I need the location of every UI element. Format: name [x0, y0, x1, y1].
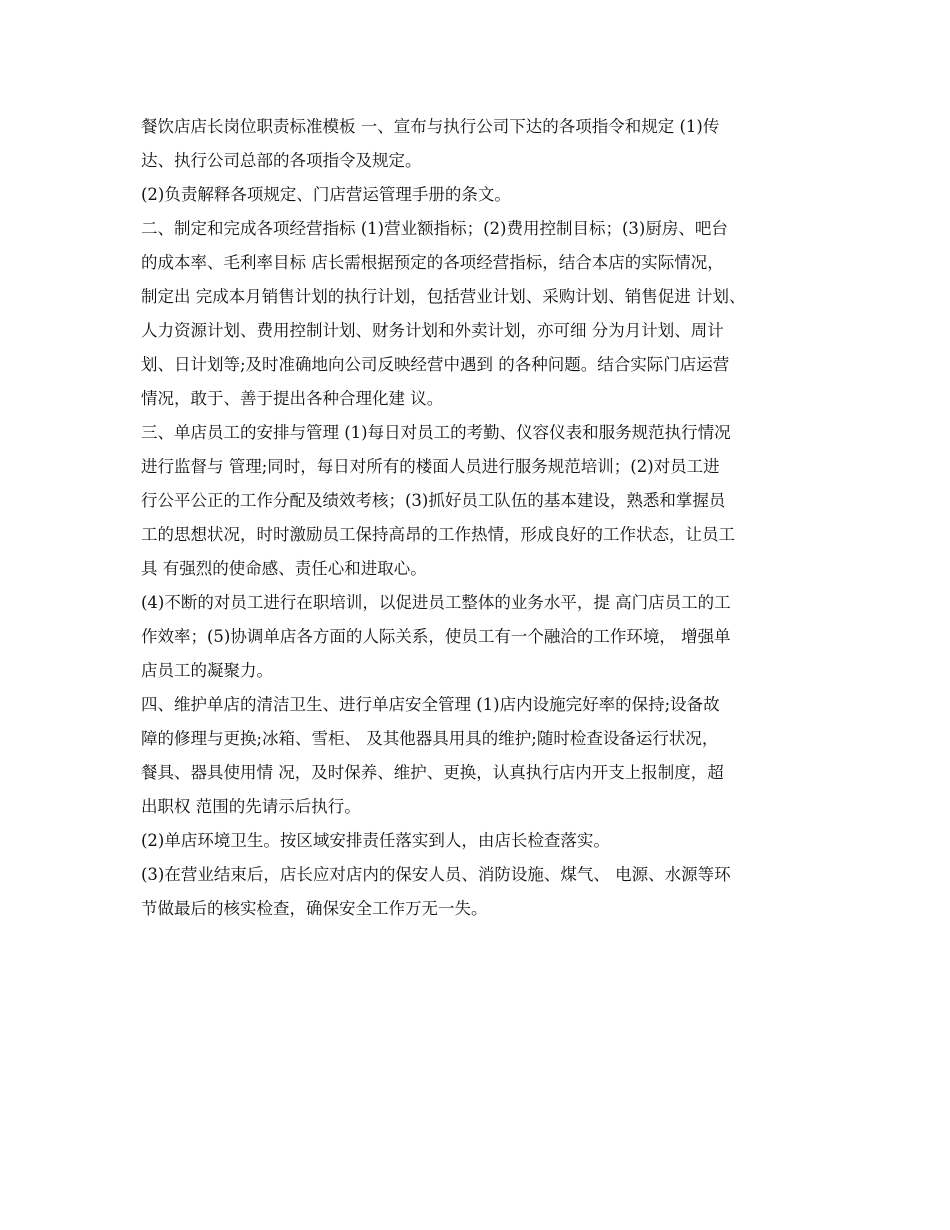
text-line-5: 的成本率、毛利率目标 店长需根据预定的各项经营指标，结合本店的实际情况， [141, 253, 724, 272]
text-line-3: (2)负责解释各项规定、门店营运管理手册的条文。 [141, 185, 511, 204]
text-line-12: 行公平公正的工作分配及绩效考核；(3)抓好员工队伍的基本建设，熟悉和掌握员 [141, 491, 726, 510]
text-line-6: 制定出 完成本月销售计划的执行计划，包括营业计划、采购计划、销售促进 计划、 [141, 287, 746, 306]
text-line-18: 四、维护单店的清洁卫生、进行单店安全管理 (1)店内设施完好率的保持;设备故 [141, 695, 720, 714]
text-line-13: 工的思想状况，时时激励员工保持高昂的工作热情，形成良好的工作状态，让员工 [141, 525, 735, 544]
text-line-20: 餐具、器具使用情 况，及时保养、维护、更换，认真执行店内开支上报制度，超 [141, 763, 724, 782]
text-line-11: 进行监督与 管理;同时，每日对所有的楼面人员进行服务规范培训；(2)对员工进 [141, 457, 720, 476]
text-line-23: (3)在营业结束后，店长应对店内的保安人员、消防设施、煤气、 电源、水源等环 [141, 865, 731, 884]
text-line-19: 障的修理与更换;冰箱、雪柜、 及其他器具用具的维护;随时检查设备运行状况， [141, 729, 719, 748]
text-line-7: 人力资源计划、费用控制计划、财务计划和外卖计划，亦可细 分为月计划、周计 [141, 321, 724, 340]
text-line-22: (2)单店环境卫生。按区域安排责任落实到人，由店长检查落实。 [141, 831, 610, 850]
text-line-10: 三、单店员工的安排与管理 (1)每日对员工的考勤、仪容仪表和服务规范执行情况 [141, 423, 731, 442]
text-line-16: 作效率；(5)协调单店各方面的人际关系，使员工有一个融洽的工作环境， 增强单 [141, 627, 731, 646]
text-line-4: 二、制定和完成各项经营指标 (1)营业额指标；(2)费用控制目标；(3)厨房、吧台 [141, 219, 728, 238]
text-line-17: 店员工的凝聚力。 [141, 661, 273, 680]
text-line-1: 餐饮店店长岗位职责标准模板 一、宣布与执行公司下达的各项指令和规定 (1)传 [141, 117, 720, 136]
document-body [141, 110, 831, 926]
text-line-21: 出职权 范围的先请示后执行。 [141, 797, 361, 816]
text-line-2: 达、执行公司总部的各项指令及规定。 [141, 151, 422, 170]
text-line-14: 具 有强烈的使命感、责任心和进取心。 [141, 559, 427, 578]
text-line-9: 情况，敢于、善于提出各种合理化建 议。 [141, 389, 444, 408]
text-line-15: (4)不断的对员工进行在职培训，以促进员工整体的业务水平，提 高门店员工的工 [141, 593, 731, 612]
text-line-8: 划、日计划等;及时准确地向公司反映经营中遇到 的各种问题。结合实际门店运营 [141, 355, 730, 374]
text-line-24: 节做最后的核实检查，确保安全工作万无一失。 [141, 899, 488, 918]
